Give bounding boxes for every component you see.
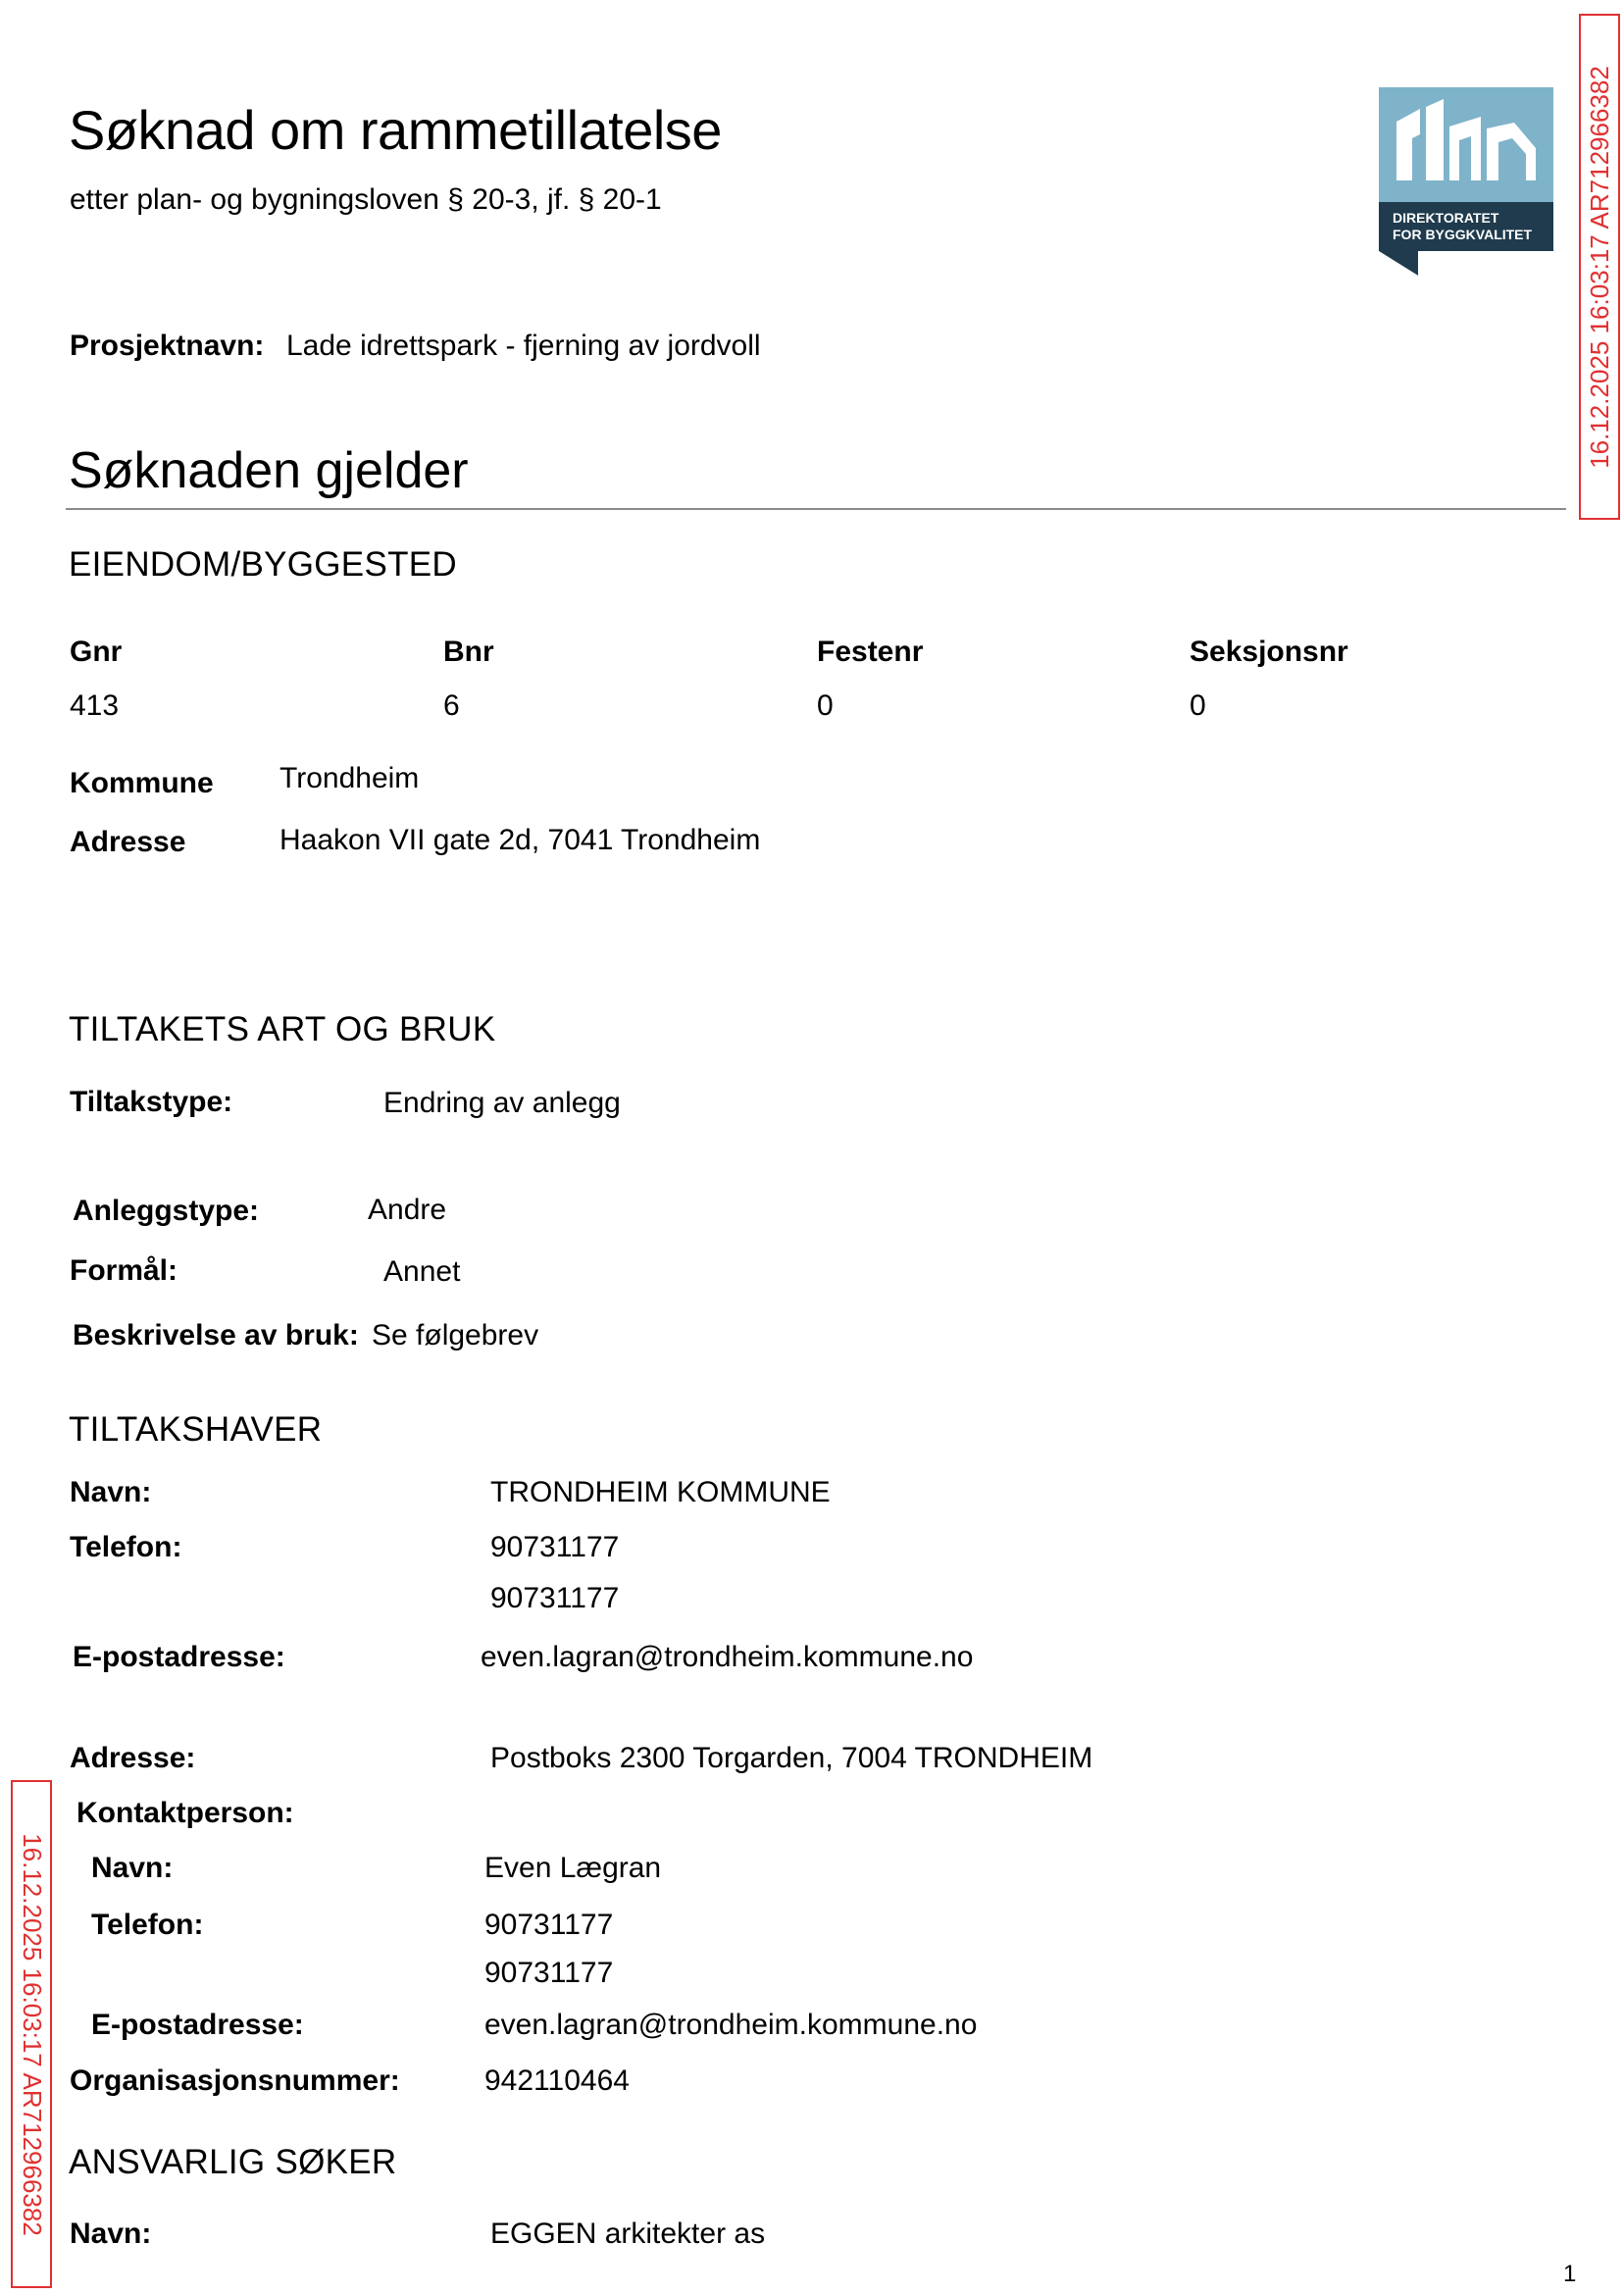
adresse-label: Adresse: [70, 826, 186, 858]
beskrivelse-value: Se følgebrev: [372, 1319, 539, 1351]
gnr-value: 413: [70, 689, 120, 722]
section-title: Søknaden gjelder: [69, 442, 469, 499]
tiltakshaver-navn-value: TRONDHEIM KOMMUNE: [490, 1476, 831, 1508]
tiltak-heading: TILTAKETS ART OG BRUK: [69, 1010, 496, 1048]
kontaktperson-label: Kontaktperson:: [76, 1797, 294, 1829]
kontakt-epost-value: even.lagran@trondheim.kommune.no: [484, 2009, 978, 2041]
document-title: Søknad om rammetillatelse: [69, 99, 722, 161]
ansvarlig-heading: ANSVARLIG SØKER: [69, 2143, 397, 2181]
beskrivelse-label: Beskrivelse av bruk:: [73, 1319, 359, 1351]
orgnr-label: Organisasjonsnummer:: [70, 2065, 400, 2097]
kontakt-navn-label: Navn:: [91, 1852, 174, 1884]
kontakt-telefon-label: Telefon:: [91, 1909, 204, 1941]
tiltakshaver-adresse-value: Postboks 2300 Torgarden, 7004 TRONDHEIM: [490, 1742, 1093, 1774]
anleggstype-label: Anleggstype:: [73, 1195, 260, 1227]
logo-line2: FOR BYGGKVALITET: [1393, 227, 1533, 242]
tiltakstype-value: Endring av anlegg: [383, 1087, 621, 1119]
stamp-text-top: 16.12.2025 16:03:17 AR712966382: [1584, 65, 1614, 469]
adresse-value: Haakon VII gate 2d, 7041 Trondheim: [279, 824, 761, 856]
tiltakshaver-heading: TILTAKSHAVER: [69, 1410, 323, 1449]
seksjonsnr-label: Seksjonsnr: [1190, 636, 1348, 668]
page-number: 1: [1563, 2261, 1577, 2287]
kontakt-epost-label: E-postadresse:: [91, 2009, 304, 2041]
festenr-value: 0: [817, 689, 834, 722]
section-divider: [66, 508, 1566, 510]
tiltakshaver-epost-label: E-postadresse:: [73, 1641, 285, 1673]
orgnr-value: 942110464: [484, 2065, 630, 2097]
project-label: Prosjektnavn:: [70, 330, 265, 362]
dibk-logo: [1379, 87, 1553, 276]
seksjonsnr-value: 0: [1190, 689, 1206, 722]
kontakt-telefon2-value: 90731177: [484, 1957, 614, 1989]
ansvarlig-navn-label: Navn:: [70, 2218, 152, 2250]
kommune-label: Kommune: [70, 767, 214, 799]
stamp-text-bottom: 16.12.2025 16:03:17 AR712966382: [17, 1832, 47, 2236]
timestamp-stamp-top: [1579, 14, 1620, 520]
tiltakshaver-telefon-label: Telefon:: [70, 1531, 182, 1563]
document-subtitle: etter plan- og bygningsloven § 20-3, jf. § 20-1: [70, 183, 662, 216]
property-heading: EIENDOM/BYGGESTED: [69, 545, 457, 584]
tiltakshaver-telefon1-value: 90731177: [490, 1531, 620, 1563]
tiltakshaver-telefon2-value: 90731177: [490, 1582, 620, 1614]
logo-line1: DIREKTORATET: [1393, 210, 1499, 226]
kommune-value: Trondheim: [279, 762, 420, 794]
formal-value: Annet: [383, 1255, 461, 1288]
bnr-label: Bnr: [443, 636, 494, 668]
project-value: Lade idrettspark - fjerning av jordvoll: [286, 330, 761, 362]
formal-label: Formål:: [70, 1254, 178, 1287]
timestamp-stamp-bottom: [11, 1780, 52, 2288]
ansvarlig-navn-value: EGGEN arkitekter as: [490, 2218, 766, 2250]
festenr-label: Festenr: [817, 636, 924, 668]
tiltakshaver-navn-label: Navn:: [70, 1476, 152, 1508]
anleggstype-value: Andre: [368, 1194, 447, 1226]
tiltakshaver-epost-value: even.lagran@trondheim.kommune.no: [481, 1641, 974, 1673]
gnr-label: Gnr: [70, 636, 123, 668]
kontakt-telefon1-value: 90731177: [484, 1909, 614, 1941]
kontakt-navn-value: Even Lægran: [484, 1852, 662, 1884]
tiltakstype-label: Tiltakstype:: [70, 1086, 233, 1118]
dibk-logo-icon: [1379, 87, 1553, 276]
tiltakshaver-adresse-label: Adresse:: [70, 1742, 196, 1774]
bnr-value: 6: [443, 689, 460, 722]
